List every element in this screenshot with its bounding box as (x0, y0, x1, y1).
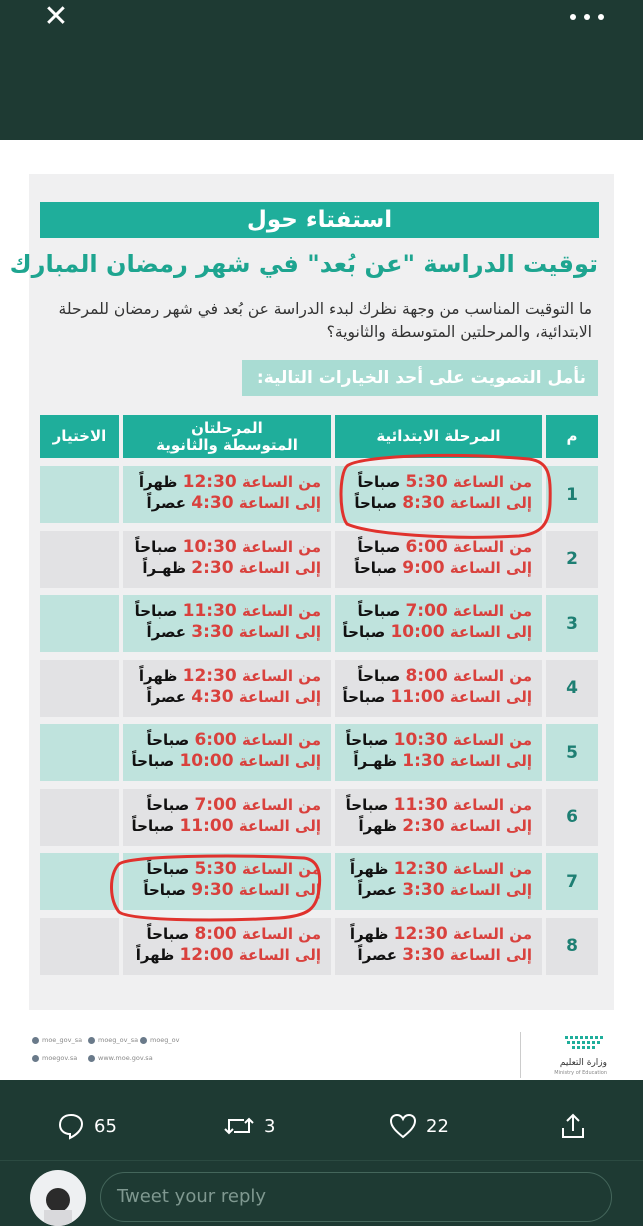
time-period: صباحاً (131, 752, 175, 770)
time-value: 3:30 (191, 622, 234, 642)
time-prefix: من الساعة (452, 537, 532, 556)
time-prefix: من الساعة (452, 666, 532, 685)
time-period: عصراً (146, 623, 187, 641)
time-prefix: من الساعة (241, 795, 321, 814)
time-value: 10:00 (390, 622, 445, 642)
like-count: 22 (426, 1115, 449, 1137)
time-prefix: من الساعة (241, 731, 321, 749)
annotation-overlay (9, 174, 614, 1010)
avatar[interactable] (30, 1170, 86, 1226)
time-value: 2:30 (191, 557, 234, 578)
time-period: صباحاً (357, 473, 401, 491)
logo-subtext: Ministry of Education (554, 1070, 607, 1076)
heart-icon (388, 1111, 418, 1141)
time-value: 12:30 (393, 859, 448, 879)
time-prefix: إلى الساعة (238, 752, 321, 770)
time-period: صباحاً (131, 816, 175, 835)
time-prefix: إلى الساعة (449, 687, 532, 706)
time-prefix: إلى الساعة (238, 558, 321, 577)
poster-subtitle: توقيت الدراسة "عن بُعد" في شهر رمضان المبارك (9, 250, 598, 278)
time-period: صباحاً (146, 795, 190, 814)
time-prefix: إلى الساعة (449, 558, 532, 577)
poster-footer (0, 1010, 643, 1080)
like-button[interactable] (388, 1110, 449, 1142)
time-period: ظهراً (138, 473, 178, 491)
time-prefix: إلى الساعة (238, 687, 321, 706)
time-value: 3:30 (402, 944, 445, 965)
social-handle: moegov.sa (32, 1054, 77, 1062)
time-period: صباحاً (354, 494, 398, 512)
social-handle: www.moe.gov.sa (88, 1054, 153, 1062)
time-period: ظهراً (349, 924, 389, 943)
time-period: ظهراً (349, 860, 389, 878)
time-prefix: من الساعة (452, 731, 532, 749)
time-value: 7:00 (405, 601, 448, 621)
time-value: 4:30 (191, 686, 234, 707)
time-prefix: من الساعة (241, 924, 321, 943)
time-period: صباحاً (354, 558, 398, 577)
time-value: 5:30 (194, 859, 237, 879)
time-period: صباحاً (146, 924, 190, 943)
time-period: ظهراً (138, 666, 178, 685)
time-period: ظهـراً (142, 558, 187, 577)
row-number-text: 5 (566, 742, 578, 763)
time-period: صباحاً (146, 731, 190, 749)
time-prefix: من الساعة (452, 860, 532, 878)
time-value: 2:30 (402, 815, 445, 836)
close-icon[interactable]: ✕ (43, 0, 69, 34)
row-number-text: 6 (566, 807, 578, 827)
time-prefix: من الساعة (452, 924, 532, 943)
time-value: 10:30 (182, 536, 237, 557)
reply-button[interactable] (56, 1110, 117, 1142)
time-value: 11:30 (393, 794, 448, 815)
row-number-text: 7 (566, 871, 578, 892)
time-period: عصراً (146, 494, 187, 512)
time-value: 8:00 (405, 665, 448, 686)
poster-card (9, 174, 614, 1010)
time-prefix: من الساعة (241, 473, 321, 491)
ministry-logo (520, 1032, 611, 1078)
time-prefix: إلى الساعة (238, 623, 321, 641)
share-icon (558, 1111, 588, 1141)
time-value: 11:00 (390, 686, 445, 707)
reply-icon (56, 1111, 86, 1141)
time-prefix: من الساعة (241, 602, 321, 620)
time-period: صباحاً (357, 666, 401, 685)
time-period: ظهراً (135, 945, 175, 964)
time-prefix: إلى الساعة (449, 945, 532, 964)
col-header-choice: الاختيار (40, 415, 119, 458)
time-value: 10:00 (179, 751, 234, 771)
time-period: صباحاً (357, 537, 401, 556)
time-value: 3:30 (402, 880, 445, 900)
row-number-text: 4 (566, 678, 578, 698)
time-prefix: من الساعة (452, 602, 532, 620)
media-viewer-header (0, 0, 643, 140)
time-value: 10:30 (393, 730, 448, 750)
time-prefix: إلى الساعة (238, 945, 321, 964)
time-period: صباحاً (146, 860, 190, 878)
social-handle: moe_gov_sa (32, 1036, 82, 1044)
logo-mark-icon (563, 1034, 607, 1050)
time-value: 5:30 (405, 472, 448, 492)
col-header-num: م (546, 415, 598, 458)
user-avatar-icon (30, 1170, 86, 1226)
time-value: 12:30 (182, 472, 237, 492)
time-value: 12:30 (182, 665, 237, 686)
time-prefix: إلى الساعة (238, 881, 321, 899)
red-circle-annotation-secondary (112, 856, 320, 920)
time-period: صباحاً (143, 881, 187, 899)
time-value: 1:30 (402, 751, 445, 771)
col-header-secondary-line1: المرحلتان (191, 418, 263, 437)
time-period: صباحاً (342, 687, 386, 706)
time-value: 7:00 (194, 794, 237, 815)
time-period: صباحاً (342, 623, 386, 641)
time-period: عصراً (146, 687, 187, 706)
time-period: ظهراً (358, 816, 398, 835)
retweet-icon (222, 1111, 256, 1141)
time-prefix: إلى الساعة (238, 494, 321, 512)
time-prefix: إلى الساعة (449, 494, 532, 512)
time-prefix: من الساعة (452, 473, 532, 491)
time-period: عصراً (357, 945, 398, 964)
time-prefix: من الساعة (241, 666, 321, 685)
time-period: صباحاً (357, 602, 401, 620)
time-prefix: إلى الساعة (238, 816, 321, 835)
tweet-actions-bar (0, 1080, 643, 1207)
social-handle: moeg_ov_sa (88, 1036, 138, 1044)
time-period: ظهـراً (353, 752, 398, 770)
col-header-secondary-line2: المتوسطة والثانوية (156, 435, 298, 454)
row-number-text: 2 (566, 549, 578, 569)
time-value: 6:00 (405, 536, 448, 557)
time-value: 11:00 (179, 815, 234, 836)
share-button[interactable] (558, 1110, 596, 1142)
logo-text: وزارة التعليم (559, 1058, 607, 1068)
time-prefix: من الساعة (452, 795, 532, 814)
reply-input[interactable]: Tweet your reply (100, 1172, 612, 1222)
time-prefix: إلى الساعة (449, 752, 532, 770)
time-period: صباحاً (345, 731, 389, 749)
row-number-text: 3 (566, 613, 578, 634)
row-number-text: 1 (566, 484, 578, 505)
time-value: 8:00 (194, 923, 237, 944)
time-value: 12:30 (393, 923, 448, 944)
time-value: 6:00 (194, 730, 237, 750)
row-number-text: 8 (566, 936, 578, 956)
time-period: صباحاً (134, 602, 178, 620)
time-prefix: من الساعة (241, 537, 321, 556)
time-prefix: من الساعة (241, 860, 321, 878)
time-prefix: إلى الساعة (449, 623, 532, 641)
time-period: صباحاً (134, 537, 178, 556)
poster-question: ما التوقيت المناسب من وجهة نظرك لبدء الدراسة عن بُعد في شهر رمضان للمرحلة الابتدائية، والمرحلتين المتوسطة والثانوية؟ (58, 300, 592, 341)
time-value: 4:30 (191, 493, 234, 513)
time-value: 11:30 (182, 601, 237, 621)
col-header-primary: المرحلة الابتدائية (335, 415, 542, 458)
time-period: صباحاً (345, 795, 389, 814)
tweet-image[interactable] (0, 140, 643, 1080)
poster-instruction: نأمل التصويت على أحد الخيارات التالية: (242, 360, 598, 396)
time-value: 8:30 (402, 493, 445, 513)
poster-title: استفتاء حول (40, 202, 599, 238)
time-value: 9:30 (191, 880, 234, 900)
red-circle-annotation-primary (341, 455, 550, 537)
divider (0, 1160, 643, 1161)
time-period: عصراً (357, 881, 398, 899)
social-handle: moeg_ov (140, 1036, 180, 1044)
time-value: 9:00 (402, 557, 445, 578)
time-value: 12:00 (179, 944, 234, 965)
time-prefix: إلى الساعة (449, 816, 532, 835)
time-prefix: إلى الساعة (449, 881, 532, 899)
retweet-button[interactable] (222, 1110, 275, 1142)
retweet-count: 3 (264, 1115, 276, 1137)
more-horizontal-icon[interactable] (570, 6, 604, 28)
reply-count: 65 (94, 1115, 117, 1137)
